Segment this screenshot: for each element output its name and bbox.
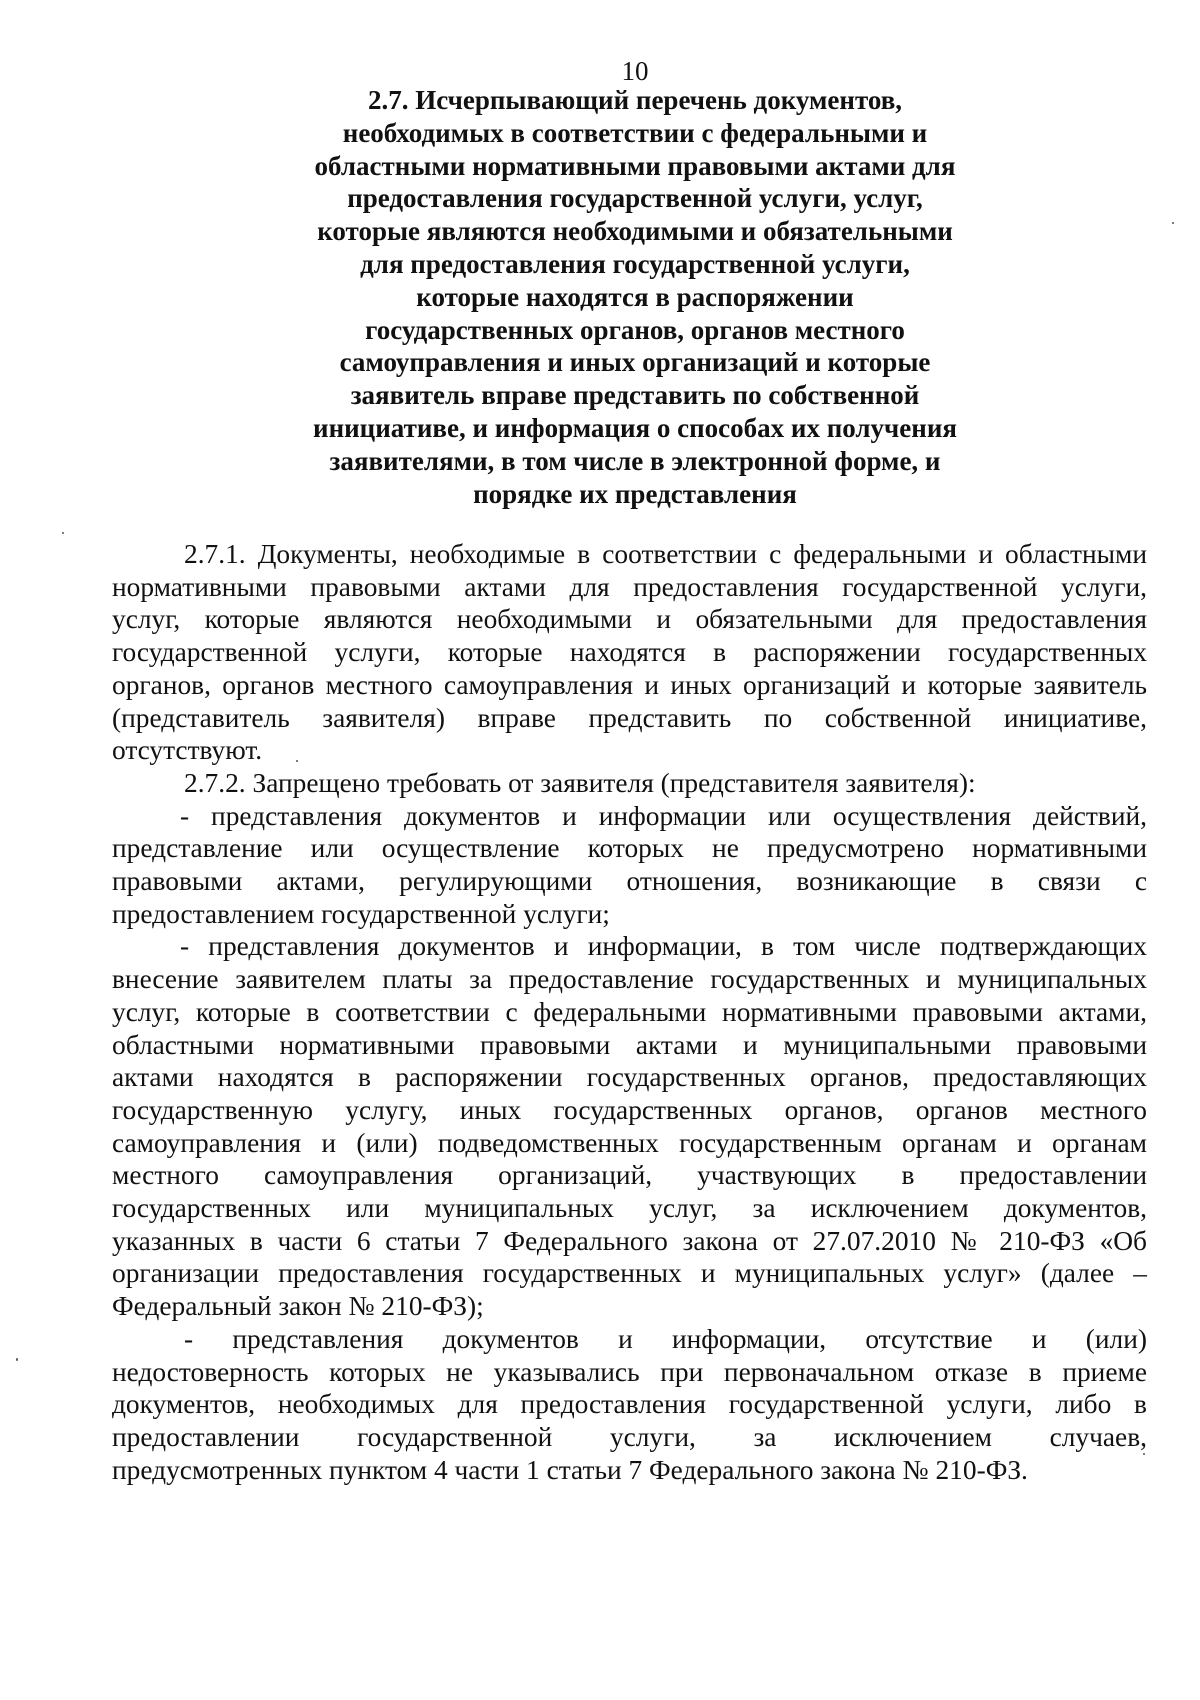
text-line: государственную услугу, иных государственных органов, органов местного xyxy=(112,1094,1147,1125)
text-line: услуг, которые в соответствии с федеральными нормативными правовыми актами, xyxy=(112,996,1147,1027)
section-heading xyxy=(0,84,1200,510)
text-line: местного самоуправления организаций, участвующих в предоставлении xyxy=(112,1160,1147,1191)
text-line: недостоверность которых не указывались при первоначальном отказе в приеме xyxy=(112,1356,1147,1387)
heading-line: инициативе, и информация о способах их получения xyxy=(313,412,957,443)
paragraph-2-7-1 xyxy=(112,538,1147,767)
text-line: - представления документов и информации, отсутствие и (или) xyxy=(184,1323,1147,1354)
text-line: нормативными правовыми актами для предоставления государственной услуги, xyxy=(112,571,1147,602)
document-body xyxy=(112,538,1147,1486)
text-line: 2.7.2. Запрещено требовать от заявителя (представителя заявителя): xyxy=(184,767,976,798)
heading-line: предоставления государственной услуги, услуг, xyxy=(347,183,923,214)
text-line: - представления документов и информации, в том числе подтверждающих xyxy=(180,931,1147,962)
heading-line: самоуправления и иных организаций и которые xyxy=(339,347,931,378)
scan-speck xyxy=(1143,1453,1145,1455)
text-line: предоставлении государственной услуги, за исключением случаев, xyxy=(112,1421,1147,1452)
scan-speck xyxy=(1172,222,1174,224)
text-line: документов, необходимых для предоставления государственной услуги, либо в xyxy=(112,1389,1147,1420)
heading-line: 2.7. Исчерпывающий перечень документов, xyxy=(367,85,903,115)
text-line: Федеральный закон № 210-ФЗ); xyxy=(112,1291,484,1322)
heading-line: государственных органов, органов местного xyxy=(365,314,905,345)
heading-line: необходимых в соответствии с федеральными и xyxy=(342,117,928,148)
heading-line: заявитель вправе представить по собственной xyxy=(350,380,920,411)
text-line: предоставлением государственной услуги; xyxy=(112,898,610,929)
heading-line: заявителями, в том числе в электронной форме, и xyxy=(329,445,941,476)
heading-line: порядке их представления xyxy=(473,478,797,509)
list-item-1 xyxy=(112,800,1147,931)
text-line: отсутствуют. xyxy=(112,735,263,766)
text-line: предусмотренных пунктом 4 части 1 статьи 7 Федерального закона № 210-ФЗ. xyxy=(112,1454,1028,1485)
text-line: организации предоставления государственных и муниципальных услуг» (далее – xyxy=(112,1258,1147,1289)
paragraph-2-7-2 xyxy=(112,767,1147,800)
text-line: органов, органов местного самоуправления и иных организаций и которые заявитель xyxy=(112,669,1147,700)
text-line: актами находятся в распоряжении государственных органов, предоставляющих xyxy=(112,1062,1147,1093)
heading-line: которые являются необходимыми и обязательными xyxy=(317,216,953,247)
scan-speck xyxy=(16,1358,18,1361)
text-line: указанных в части 6 статьи 7 Федерального закона от 27.07.2010 № 210-ФЗ «Об xyxy=(112,1225,1147,1256)
page-number: 10 xyxy=(621,56,649,86)
text-line: государственной услуги, которые находятся в распоряжении государственных xyxy=(112,637,1147,668)
list-item-3 xyxy=(112,1323,1147,1487)
text-line: 2.7.1. Документы, необходимые в соответствии с федеральными и областными xyxy=(184,539,1147,569)
text-line: государственных или муниципальных услуг, за исключением документов, xyxy=(112,1193,1147,1224)
heading-line: которые находятся в распоряжении xyxy=(416,281,854,312)
list-item-2 xyxy=(112,930,1147,1322)
text-line: самоуправления и (или) подведомственных государственным органам и органам xyxy=(112,1127,1147,1158)
scan-speck xyxy=(62,532,64,534)
text-line: - представления документов и информации или осуществления действий, xyxy=(180,800,1147,831)
text-line: правовыми актами, регулирующими отношения, возникающие в связи с xyxy=(112,866,1147,897)
heading-line: для предоставления государственной услуги, xyxy=(360,248,910,279)
heading-line: областными нормативными правовыми актами для xyxy=(314,150,956,181)
text-line: областными нормативными правовыми актами и муниципальными правовыми xyxy=(112,1029,1147,1060)
text-line: внесение заявителем платы за предоставление государственных и муниципальных xyxy=(112,964,1147,995)
text-line: услуг, которые являются необходимыми и обязательными для предоставления xyxy=(112,604,1147,635)
text-line: (представитель заявителя) вправе представить по собственной инициативе, xyxy=(112,702,1147,733)
scan-speck xyxy=(296,760,298,762)
text-line: представление или осуществление которых не предусмотрено нормативными xyxy=(112,833,1147,864)
